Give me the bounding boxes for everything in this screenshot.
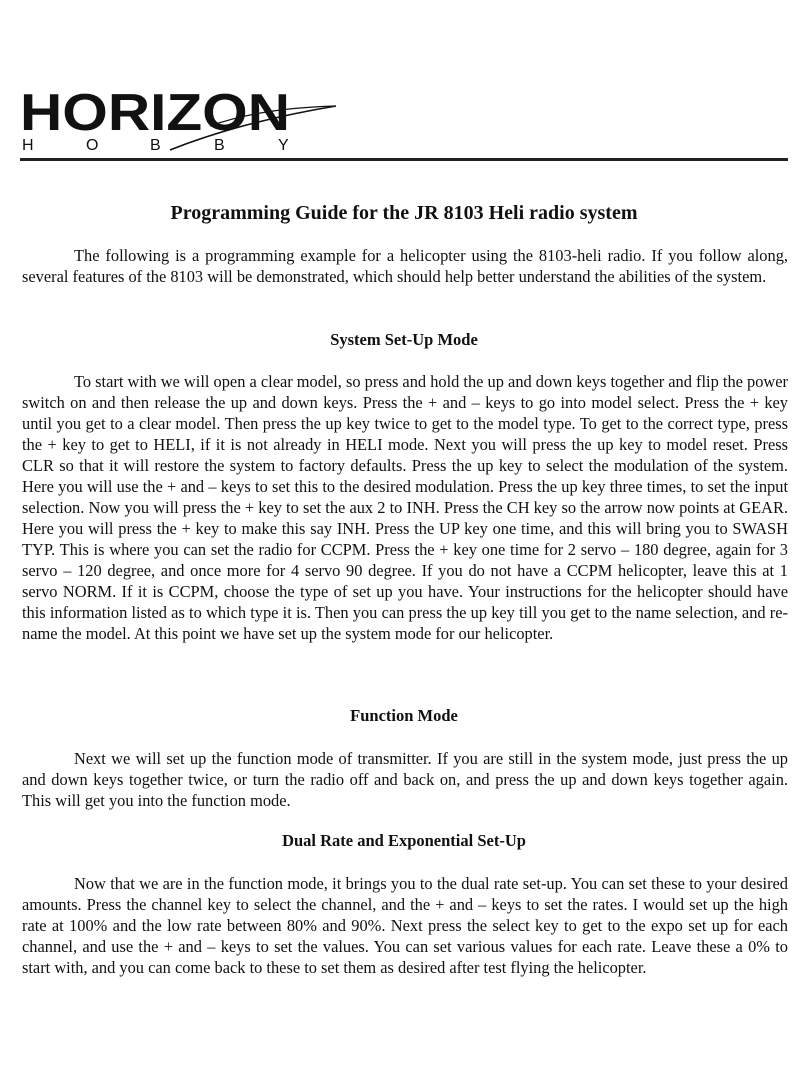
header-divider [20, 158, 788, 161]
section-heading-dual-rate: Dual Rate and Exponential Set-Up [282, 831, 526, 850]
section-heading-function-mode: Function Mode [350, 706, 458, 725]
logo-letter-y: Y [278, 137, 289, 154]
page-title: Programming Guide for the JR 8103 Heli radio system [170, 202, 638, 224]
intro-paragraph: The following is a programming example for a helicopter using the 8103-heli radio. If you follow along, several features of the 8103 will be demonstrated, which should help better understand the abilities of the system. [22, 246, 788, 286]
section-heading-system-setup: System Set-Up Mode [330, 330, 478, 349]
logo-letter-o: O [86, 137, 99, 154]
horizon-hobby-logo-icon [20, 86, 340, 156]
section-body-function-mode: Next we will set up the function mode of transmitter. If you are still in the system mode, just press the up and down keys together twice, or turn the radio off and back on, and press the up and down keys together again. This will get you into the function mode. [22, 749, 788, 810]
section-body-dual-rate: Now that we are in the function mode, it brings you to the dual rate set-up. You can set these to your desired amounts. Press the channel key to select the channel, and the + and – keys to set the rates. I would set up the high rate at 100% and the low rate between 80% and 90%. Next press the select key to get to the expo set up for each channel, and use the + and – keys to set the values. You can set various values for each rate. Leave these a 0% to start with, and you can come back to these to set them as desired after test flying the helicopter. [22, 874, 788, 977]
logo-letter-b2: B [214, 137, 225, 154]
section-body-system-setup: To start with we will open a clear model, so press and hold the up and down keys together and flip the power switch on and then release the up and down keys. Press the + and – keys to go into model select. Press the + key until you get to a clear model. Then press the up key twice to get to the model type. To get to the correct type, press the + key to get to HELI, if it is not already in HELI mode. Next you will press the up key to model reset. Press CLR so that it will restore the system to factory defaults. Press the up key to select the modulation of the system. Here you will use the + and – keys to set this to the desired modulation. Press the up key three times, to set the input selection. Now you will press the + key to set the aux 2 to INH. Press the CH key so the arrow now points at GEAR. Here you will press the + key to make this say INH. Press the UP key one time, and this will bring you to SWASH TYP. This is where you can set the radio for CCPM. Press the + key one time for 2 servo – 180 degree, again for 3 servo – 120 degree, and once more for 4 servo 90 degree. If you do not have a CCPM helicopter, leave this at 1 servo NORM. If it is CCPM, choose the type of set up you have. Your instructions for the helicopter should have this information listed as to which type it is. Then you can press the up key till you get to the name selection, and re-name the model. At this point we have set up the system mode for our helicopter. [22, 372, 788, 643]
logo-letter-h: H [22, 137, 34, 154]
logo-letter-b1: B [150, 137, 161, 154]
logo-brand-text: HORIZON [20, 86, 290, 142]
